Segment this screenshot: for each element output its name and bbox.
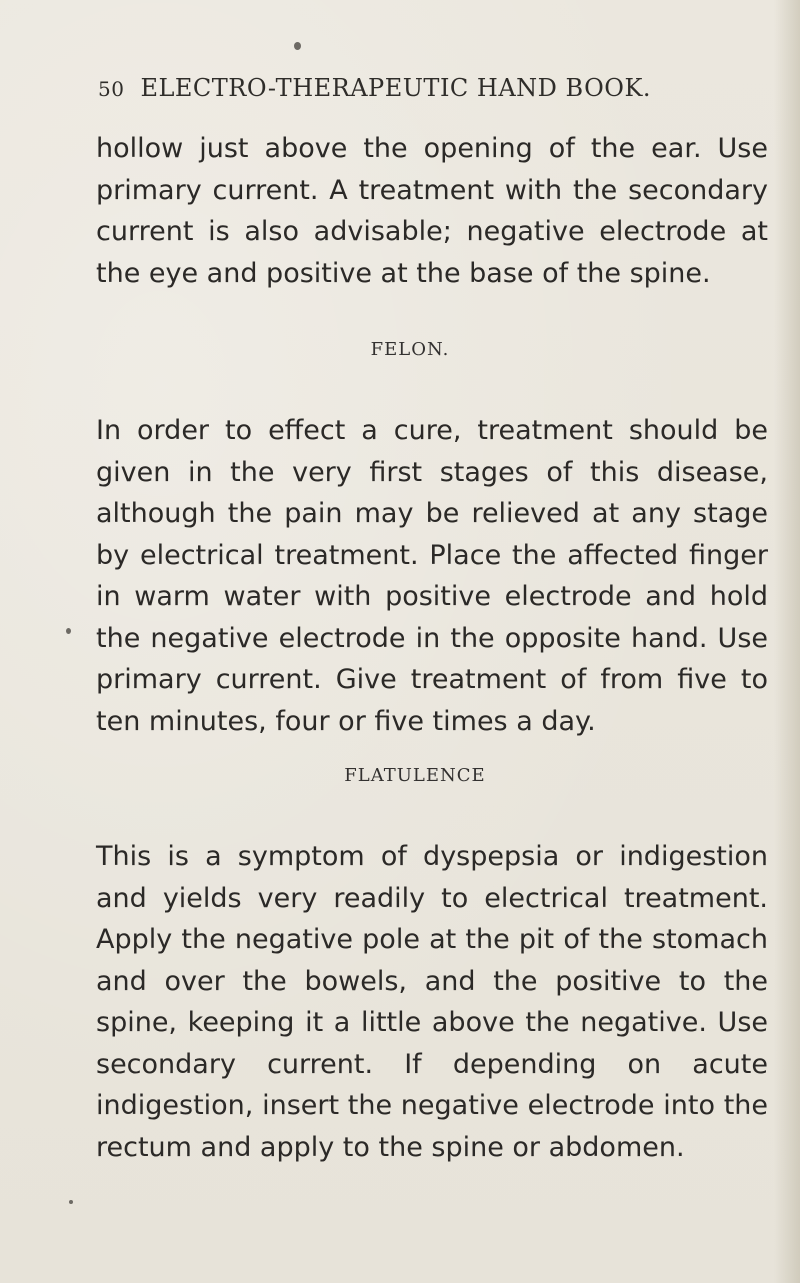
running-title: ELECTRO-THERAPEUTIC HAND BOOK. (140, 74, 652, 102)
running-head (98, 74, 738, 108)
ink-speck (294, 42, 301, 50)
continued-paragraph: hollow just above the opening of the ear. Use primary current. A treatment with the secondary current is also advisable; negative electrode at the eye and positive at the base of the spine. (96, 133, 768, 289)
page-edge-shadow (774, 0, 800, 1283)
section-heading-felon: FELON. (370, 339, 450, 360)
ink-speck (66, 628, 71, 634)
section-body-felon: In order to effect a cure, treatment should be given in the very first stages of this disease, although the pain may be relieved at any stage by electrical treatment. Place the affected finger in warm water with positive electrode and hold the negative electrode in the opposite hand. Use primary current. Give treatment of from five to ten minutes, four or five times a day. (96, 415, 768, 737)
section-heading-flatulence: FLATULENCE (344, 765, 486, 786)
page-number: 50 (98, 77, 125, 101)
section-body-flatulence: This is a symptom of dyspepsia or indigestion and yields very readily to electrical treatment. Apply the negative pole at the pit of the stomach and over the bowels, and the positive to the spine, keeping it a little above the negative. Use secondary current. If depending on acute indigestion, insert the negative electrode into the rectum and apply to the spine or abdomen. (96, 841, 768, 1163)
ink-speck (69, 1200, 73, 1204)
